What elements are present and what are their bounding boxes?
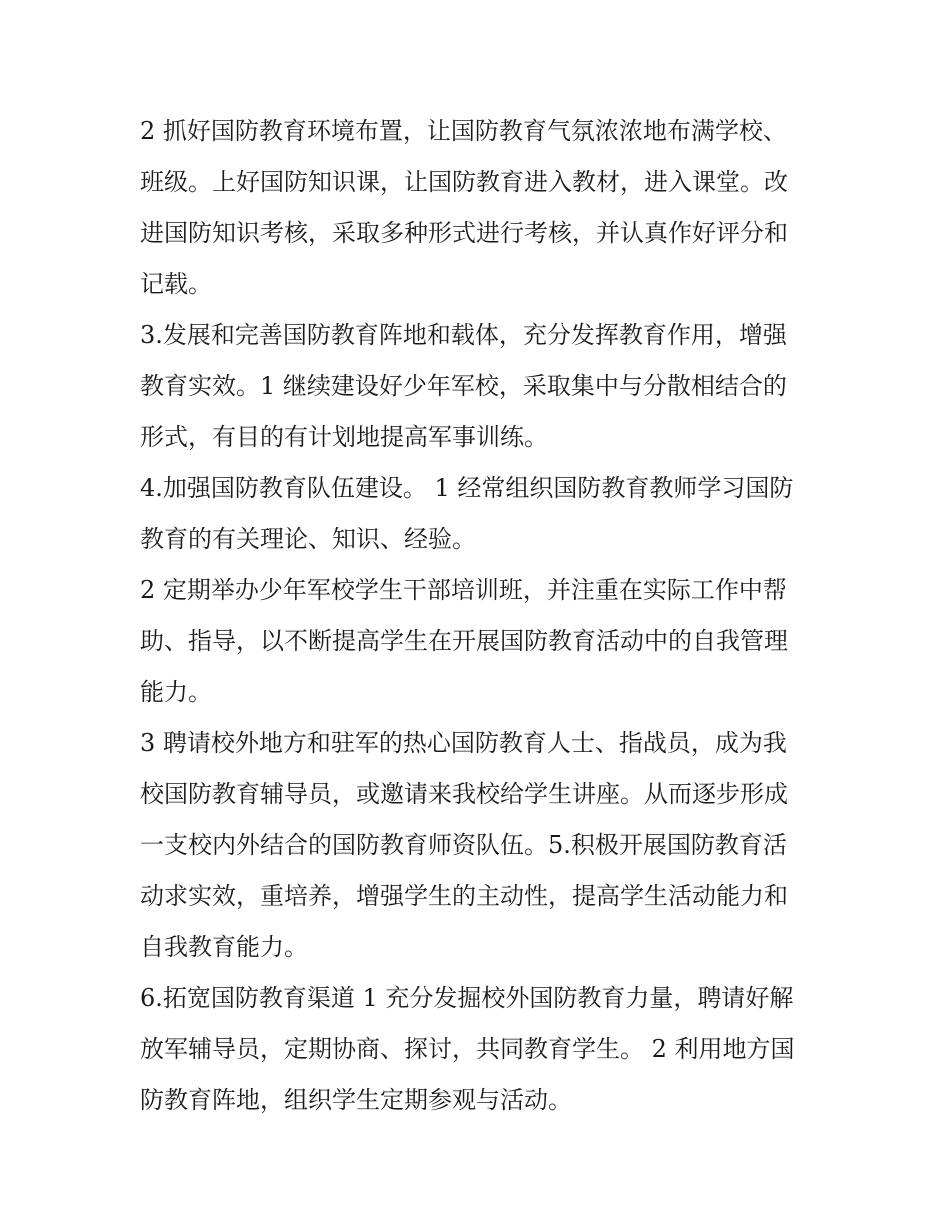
text-line: 动求实效，重培养，增强学生的主动性，提高学生活动能力和: [140, 882, 788, 910]
text-line: 3.发展和完善国防教育阵地和载体，充分发挥教育作用，增强: [140, 321, 787, 349]
text-line: 班级。上好国防知识课，让国防教育进入教材，进入课堂。改: [140, 168, 788, 196]
text-line: 一支校内外结合的国防教育师资队伍。5.积极开展国防教育活: [140, 831, 787, 859]
text-line: 防教育阵地，组织学生定期参观与活动。: [140, 1086, 572, 1114]
text-line: 2 抓好国防教育环境布置，让国防教育气氛浓浓地布满学校、: [140, 117, 787, 145]
document-body: [140, 106, 812, 1126]
text-line: 校国防教育辅导员，或邀请来我校给学生讲座。从而逐步形成: [140, 780, 788, 808]
text-line: 3 聘请校外地方和驻军的热心国防教育人士、指战员，成为我: [140, 729, 787, 757]
text-line: 4.加强国防教育队伍建设。 1 经常组织国防教育教师学习国防: [140, 474, 794, 502]
text-line: 形式，有目的有计划地提高军事训练。: [140, 423, 548, 451]
text-line: 6.拓宽国防教育渠道 1 充分发掘校外国防教育力量，聘请好解: [140, 984, 794, 1012]
text-line: 记载。: [140, 270, 212, 298]
text-line: 助、指导，以不断提高学生在开展国防教育活动中的自我管理: [140, 627, 788, 655]
text-line: 自我教育能力。: [140, 933, 308, 961]
text-line: 放军辅导员，定期协商、探讨，共同教育学生。 2 利用地方国: [140, 1035, 795, 1063]
text-line: 进国防知识考核，采取多种形式进行考核，并认真作好评分和: [140, 219, 788, 247]
text-line: 2 定期举办少年军校学生干部培训班，并注重在实际工作中帮: [140, 576, 787, 604]
text-line: 教育实效。1 继续建设好少年军校，采取集中与分散相结合的: [140, 372, 787, 400]
text-line: 能力。: [140, 678, 212, 706]
text-line: 教育的有关理论、知识、经验。: [140, 525, 476, 553]
